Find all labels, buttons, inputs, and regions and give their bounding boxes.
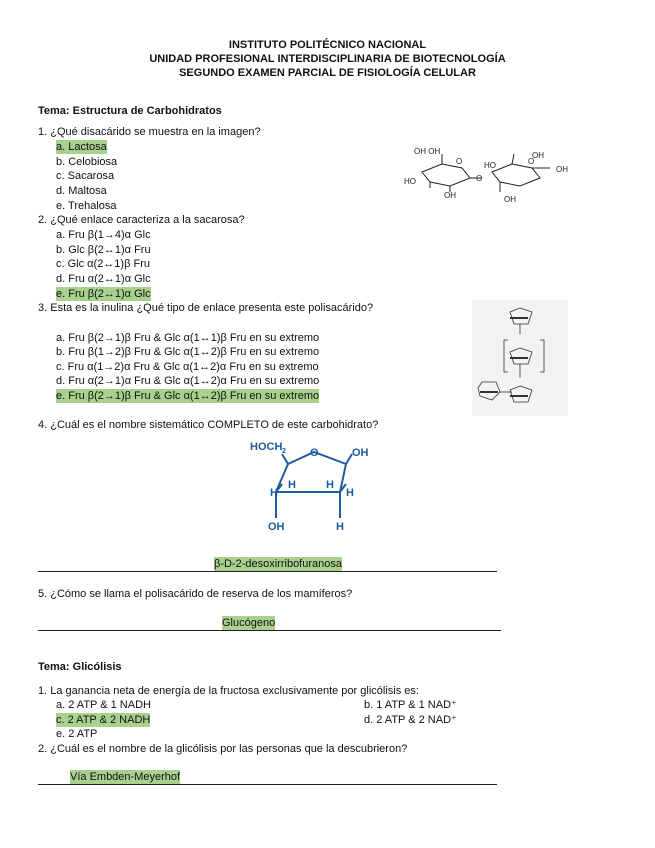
deoxy-label-h-bottom: H [336, 521, 344, 532]
deoxy-label-h3: H [326, 479, 334, 491]
question-1: 1. ¿Qué disacárido se muestra en la imagen? [38, 126, 261, 138]
q1-option-c: c. Sacarosa [56, 170, 115, 182]
lactose-label-oh4: OH [504, 195, 516, 204]
deoxy-label-hoch: HOCH [250, 441, 283, 453]
q5-answer-line [38, 630, 501, 631]
q1-option-e: e. Trehalosa [56, 200, 117, 212]
q2-option-b: b. Glc β(2↔1)α Fru [56, 244, 151, 256]
q2-option-e: e. Fru β(2↔1)α Glc [56, 288, 151, 300]
q4-answer-line [38, 571, 497, 572]
q5-answer: Glucógeno [222, 617, 276, 629]
question-4: 4. ¿Cuál es el nombre sistemático COMPLETO de este carbohidrato? [38, 419, 379, 431]
header-unit: UNIDAD PROFESIONAL INTERDISCIPLINARIA DE BIOTECNOLOGÍA [149, 53, 506, 65]
deoxy-label-h4: H [346, 487, 354, 499]
question-5: 5. ¿Cómo se llama el polisacárido de reserva de los mamíferos? [38, 588, 353, 600]
deoxy-label-oh-bottom: OH [268, 521, 285, 532]
q3-option-a: a. Fru β(2→1)β Fru & Glc α(1↔1)β Fru en su extremo [56, 332, 320, 344]
glyc-q2-answer-line [38, 784, 497, 785]
deoxy-label-h1: H [270, 487, 278, 499]
deoxy-label-sub2: 2 [282, 448, 286, 455]
lactose-label-ohoh: OH OH [414, 147, 441, 156]
q3-option-e: e. Fru β(2→1)β Fru & Glc α(1↔2)β Fru en su extremo [56, 390, 320, 402]
glyc-q1-option-a: a. 2 ATP & 1 NADH [56, 699, 151, 711]
q3-option-b: b. Fru β(1→2)β Fru & Glc α(1↔2)β Fru en su extremo [56, 346, 320, 358]
deoxy-label-h2: H [288, 479, 296, 491]
question-2: 2. ¿Qué enlace caracteriza a la sacarosa? [38, 214, 245, 226]
lactose-label-ohright: OH [556, 165, 568, 174]
q2-option-d: d. Fru α(2↔1)α Glc [56, 273, 151, 285]
q1-option-d: d. Maltosa [56, 185, 107, 197]
glyc-question-1: 1. La ganancia neta de energía de la fructosa exclusivamente por glicólisis es: [38, 685, 419, 697]
section-title-carbohydrates: Tema: Estructura de Carbohidratos [38, 105, 222, 117]
lactose-label-o1: O [456, 157, 463, 166]
q3-option-d: d. Fru α(2→1)α Fru & Glc α(1↔2)α Fru en su extremo [56, 375, 320, 387]
lactose-label-ho1: HO [404, 177, 416, 186]
q4-answer: β-D-2-desoxirribofuranosa [214, 558, 342, 570]
deoxy-label-oh-top: OH [352, 447, 369, 459]
lactose-label-oh3: OH [444, 191, 456, 200]
deoxyribose-structure [240, 436, 390, 532]
q3-option-c: c. Fru α(1→2)α Fru & Glc α(1↔2)α Fru en su extremo [56, 361, 319, 373]
q1-option-b: b. Celobiosa [56, 156, 118, 168]
glyc-q1-option-e: e. 2 ATP [56, 728, 98, 740]
lactose-label-ho2: HO [484, 161, 496, 170]
glyc-q2-answer: Vía Embden-Meyerhof [70, 771, 181, 783]
question-3: 3. Esta es la inulina ¿Qué tipo de enlace presenta este polisacárido? [38, 302, 374, 314]
deoxy-label-o: O [310, 447, 319, 459]
glyc-q1-option-c: c. 2 ATP & 2 NADH [56, 714, 151, 726]
q1-option-a: a. Lactosa [56, 141, 107, 153]
header-institution: INSTITUTO POLITÉCNICO NACIONAL [228, 39, 427, 51]
lactose-label-olink: O [476, 174, 483, 183]
section-title-glycolysis: Tema: Glicólisis [38, 661, 122, 673]
glyc-question-2: 2. ¿Cuál es el nombre de la glicólisis por las personas que la descubrieron? [38, 743, 408, 755]
lactose-label-oh2: OH [532, 151, 544, 160]
q2-option-c: c. Glc α(2↔1)β Fru [56, 258, 150, 270]
header-exam: SEGUNDO EXAMEN PARCIAL DE FISIOLOGÍA CELULAR [179, 67, 476, 79]
q2-option-a: a. Fru β(1→4)α Glc [56, 229, 151, 241]
lactose-label-o2: O [528, 157, 535, 166]
lactose-structure [400, 140, 580, 210]
glyc-q1-option-b: b. 1 ATP & 1 NAD⁺ [364, 699, 457, 711]
inulin-structure [472, 300, 568, 416]
glyc-q1-option-d: d. 2 ATP & 2 NAD⁺ [364, 714, 457, 726]
